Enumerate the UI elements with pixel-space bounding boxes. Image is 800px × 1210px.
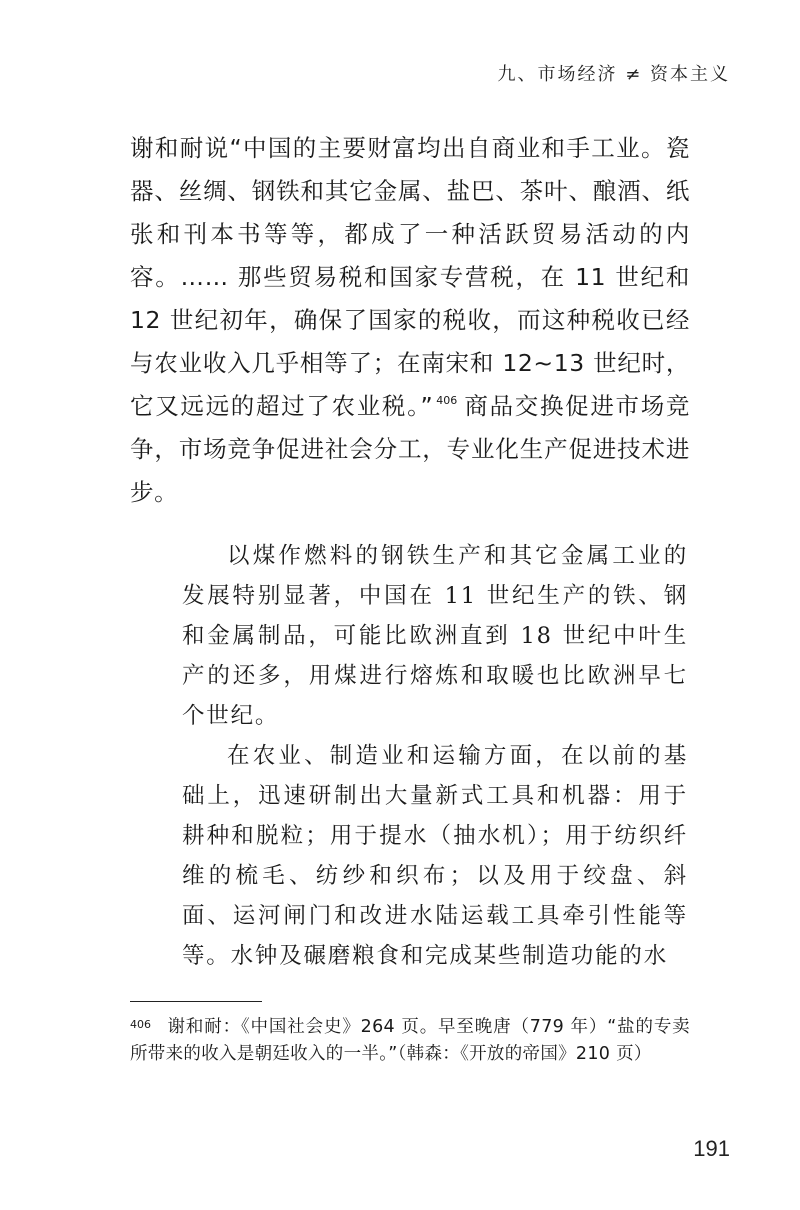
footnote: [130, 1014, 690, 1068]
footnote-reference[interactable]: 406: [436, 394, 458, 407]
running-header: 九、市场经济 ≠ 资本主义: [497, 64, 730, 85]
footnote-text: 谢和耐：《中国社会史》264 页。早至晚唐（779 年）“盐的专卖所带来的收入是朝廷收入的一半。”（韩森：《开放的帝国》210 页）: [130, 1017, 690, 1064]
quote-paragraph-1: 以煤作燃料的钢铁生产和其它金属工业的发展特别显著，中国在 11 世纪生产的铁、钢和金属制品，可能比欧洲直到 18 世纪中叶生产的还多，用煤进行熔炼和取暖也比欧洲早七个世纪。: [182, 543, 688, 729]
body-text-after-ref: 商品交换促进市场竞争，市场竞争促进社会分工，专业化生产促进技术进步。: [130, 392, 690, 506]
footnote-divider: [130, 1001, 262, 1002]
block-quote: [182, 536, 688, 976]
page-number: 191: [693, 1136, 730, 1161]
body-paragraph: [130, 127, 690, 514]
footnote-number: 406: [130, 1018, 151, 1031]
quote-paragraph-2: 在农业、制造业和运输方面，在以前的基础上，迅速研制出大量新式工具和机器：用于耕种和脱粒；用于提水（抽水机）；用于纺织纤维的梳毛、纺纱和织布；以及用于绞盘、斜面、运河闸门和改进水陆运载工具牵引性能等等。水钟及碾磨粮食和完成某些制造功能的水: [182, 743, 688, 969]
body-text-before-ref: 谢和耐说“中国的主要财富均出自商业和手工业。瓷器、丝绸、钢铁和其它金属、盐巴、茶叶、酿酒、纸张和刊本书等等，都成了一种活跃贸易活动的内容。…… 那些贸易税和国家专营税，在 11 世纪和 12 世纪初年，确保了国家的税收，而这种税收已经与农业收入几乎相等了；在南宋和 12~13 世纪时，它又远远的超过了农业税。”: [130, 134, 690, 420]
